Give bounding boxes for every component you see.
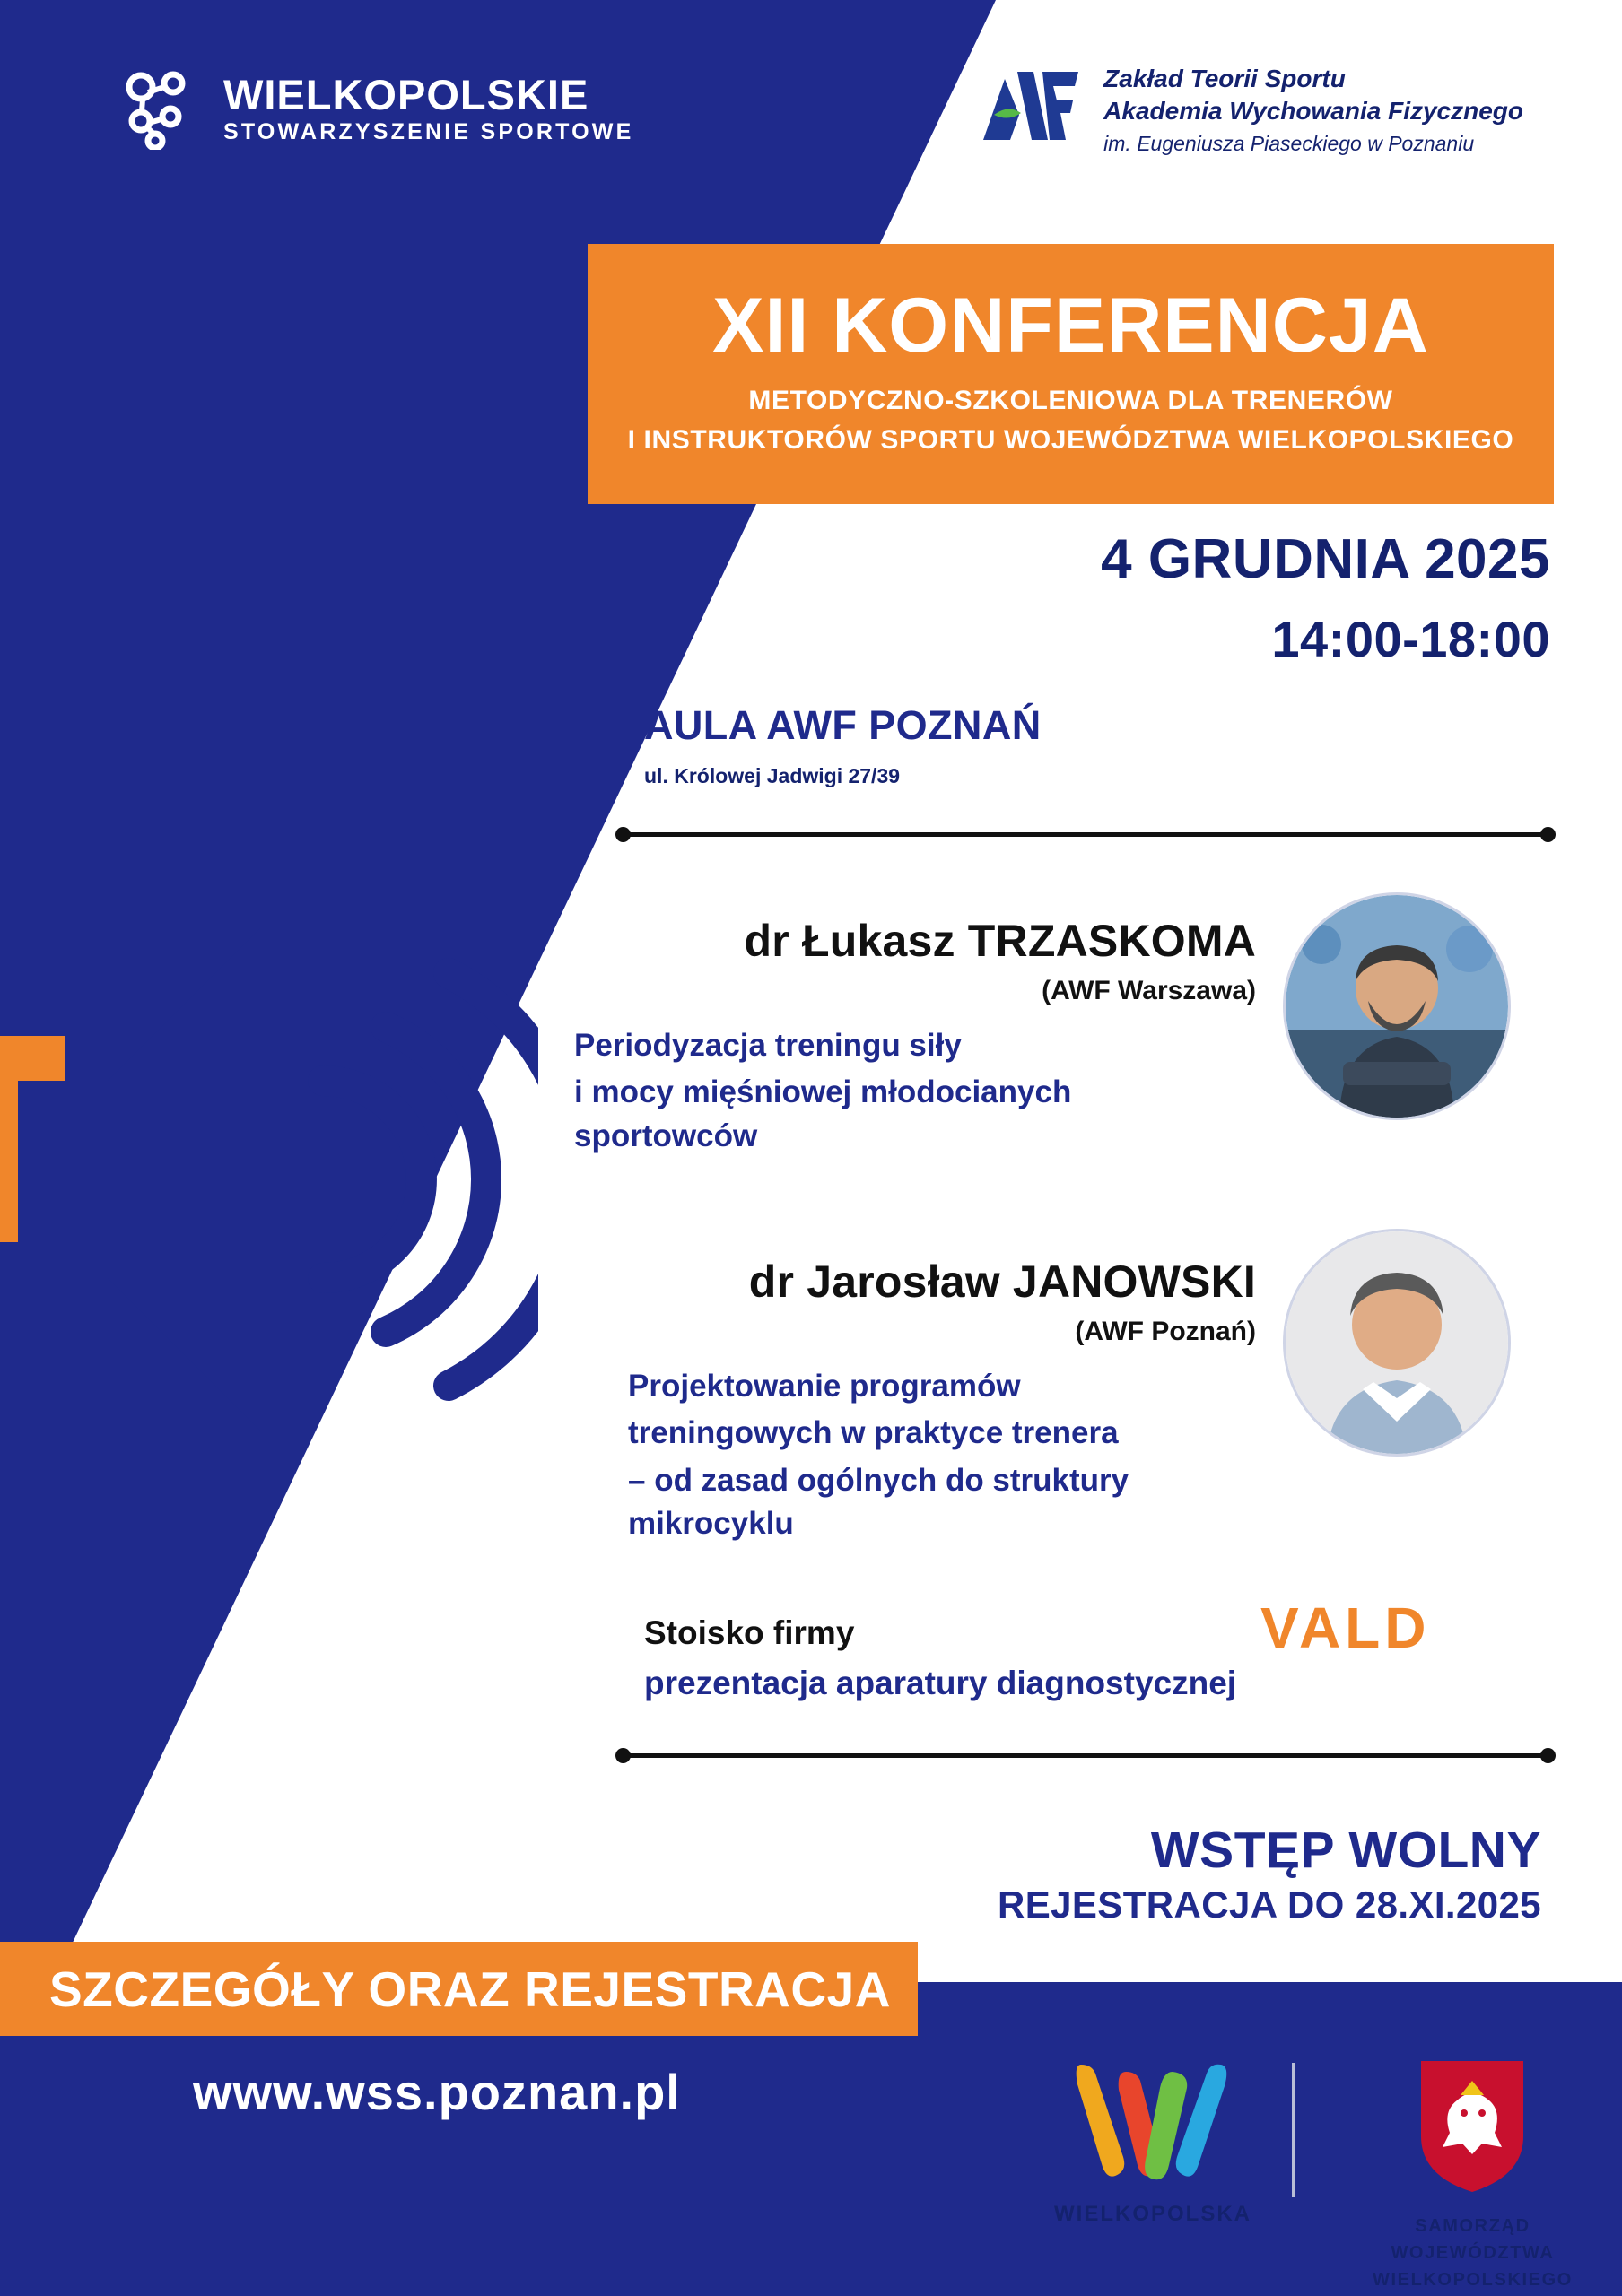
footer-divider [1292,2063,1295,2197]
free-admission: WSTĘP WOLNY [1150,1822,1541,1879]
speaker-topic-line-1: Periodyzacja treningu siły [574,1028,962,1063]
samorzad-logo [1373,2054,1573,2293]
conference-title: XII KONFERENCJA [712,283,1429,369]
website-url[interactable]: www.wss.poznan.pl [193,2064,681,2120]
wss-logo [121,67,633,150]
registration-deadline: REJESTRACJA DO 28.XI.2025 [997,1883,1541,1926]
header-band [588,244,1554,504]
speaker-topic-line-2: i mocy mięśniowej młodocianych sportowców [574,1074,1072,1153]
exhibitor-line-2: prezentacja aparatury diagnostycznej [644,1665,1237,1701]
wielkopolska-caption: WIELKOPOLSKA [1054,2202,1251,2226]
speaker-block-1 [574,915,1256,1158]
speaker-topic-line-1: Projektowanie programów [628,1369,1021,1404]
speaker-name: dr Jarosław JANOWSKI [748,1257,1256,1307]
speaker-photo-1 [1283,892,1511,1120]
wielkopolska-logo [1054,2054,1251,2227]
wielkopolska-mark-icon [1063,2054,1243,2188]
event-time: 14:00-18:00 [1271,611,1550,667]
divider-top [619,832,1552,837]
conference-subtitle-1: METODYCZNO-SZKOLENIOWA DLA TRENERÓW [748,386,1393,415]
awf-line-3: im. Eugeniusza Piaseckiego w Poznaniu [1103,131,1475,155]
wss-mark-icon [121,67,204,150]
speaker-topic-line-2: treningowych w praktyce trenera [628,1415,1119,1451]
awf-mark-icon [978,63,1084,149]
event-address: ul. Królowej Jadwigi 27/39 [644,764,901,787]
samorzad-line-1: SAMORZĄD [1415,2216,1530,2236]
cta-band [0,1942,918,2036]
coat-of-arms-icon [1405,2054,1539,2197]
speaker-name: dr Łukasz TRZASKOMA [744,916,1256,966]
speaker-affiliation: (AWF Warszawa) [1042,976,1256,1005]
wss-subname: STOWARZYSZENIE SPORTOWE [223,119,634,144]
speaker-affiliation: (AWF Poznań) [1075,1317,1256,1346]
divider-bottom [619,1753,1552,1758]
event-venue: AULA AWF POZNAŃ [644,702,1042,748]
megaphone-icon [0,857,538,1484]
samorzad-line-2: WOJEWÓDZTWA [1391,2243,1555,2263]
samorzad-caption [1373,2213,1573,2293]
vald-logo: VALD [1260,1596,1431,1660]
conference-subtitle-2: I INSTRUKTORÓW SPORTU WOJEWÓDZTWA WIELKOPOLSKIEGO [627,425,1514,455]
samorzad-line-3: WIELKOPOLSKIEGO [1373,2270,1573,2290]
awf-line-2: Akademia Wychowania Fizycznego [1103,97,1523,126]
exhibitor-line-1: Stoisko firmy [644,1614,855,1651]
wss-name: WIELKOPOLSKIE [223,71,589,118]
cta-label: SZCZEGÓŁY ORAZ REJESTRACJA [49,1961,891,2017]
awf-line-1: Zakład Teorii Sportu [1103,65,1346,92]
speaker-block-2 [574,1256,1256,1545]
speaker-topic-line-3: – od zasad ogólnych do struktury mikrocyklu [628,1462,1129,1541]
speaker-photo-2 [1283,1229,1511,1457]
event-date: 4 GRUDNIA 2025 [1101,528,1550,590]
awf-logo-block [978,63,1523,158]
